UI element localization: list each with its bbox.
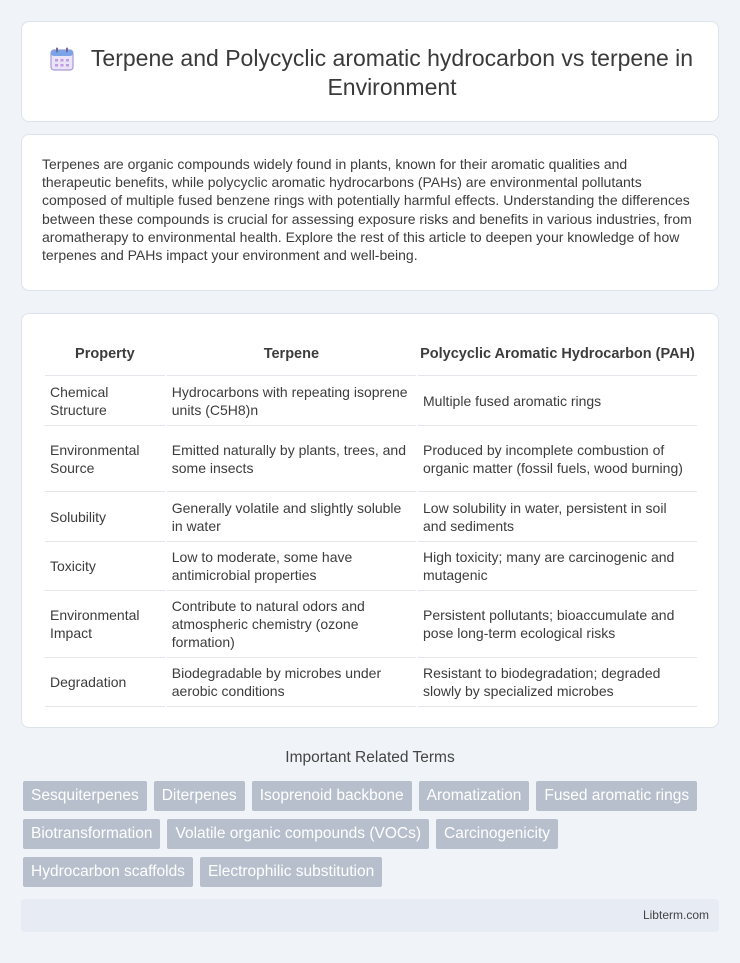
row-terpene: Generally volatile and slightly soluble in water <box>167 492 416 542</box>
tag-electrophilic-substitution[interactable]: Electrophilic substitution <box>200 857 382 887</box>
table-row <box>45 376 697 426</box>
footer-site-link[interactable]: Libterm.com <box>642 908 709 922</box>
row-property: Solubility <box>45 492 165 542</box>
intro-paragraph: Terpenes are organic compounds widely found in plants, known for their aromatic qualities and therapeutic benefits, while polycyclic aromatic hydrocarbons (PAHs) are environmental pollutants composed of multiple fused benzene rings with potentially harmful effects. Understanding the differences between these compounds is crucial for assessing exposure risks and benefits in various industries, from aromatherapy to environmental health. Explore the rest of this article to deepen your knowledge of how terpenes and PAHs impact your environment and well-being. <box>42 156 692 264</box>
related-terms-title: Important Related Terms <box>285 749 455 766</box>
tag-hydrocarbon-scaffolds[interactable]: Hydrocarbon scaffolds <box>23 857 193 887</box>
row-pah: Low solubility in water, persistent in soil and sediments <box>418 492 697 542</box>
row-property: Environmental Source <box>45 426 165 492</box>
table-row <box>45 492 697 542</box>
table-row <box>45 426 697 492</box>
intro-card <box>21 134 719 291</box>
tag-biotransformation[interactable]: Biotransformation <box>23 819 160 849</box>
row-property: Toxicity <box>45 542 165 591</box>
row-property: Chemical Structure <box>45 376 165 426</box>
row-pah: Produced by incomplete combustion of organic matter (fossil fuels, wood burning) <box>418 426 697 492</box>
table-row <box>45 591 697 658</box>
row-property: Environmental Impact <box>45 591 165 658</box>
tag-sesquiterpenes[interactable]: Sesquiterpenes <box>23 781 147 811</box>
comparison-card <box>21 313 719 728</box>
page-title: Terpene and Polycyclic aromatic hydrocarbon vs terpene in Environment <box>90 45 694 100</box>
tag-aromatization[interactable]: Aromatization <box>419 781 530 811</box>
tag-vocs[interactable]: Volatile organic compounds (VOCs) <box>167 819 429 849</box>
header-property: Property <box>45 332 165 376</box>
row-pah: Resistant to biodegradation; degraded slowly by specialized microbes <box>418 658 697 707</box>
comparison-table <box>43 332 699 707</box>
row-terpene: Biodegradable by microbes under aerobic conditions <box>167 658 416 707</box>
header-terpene: Terpene <box>167 332 416 376</box>
row-pah: Persistent pollutants; bioaccumulate and pose long-term ecological risks <box>418 591 697 658</box>
title-card <box>21 21 719 122</box>
row-property: Degradation <box>45 658 165 707</box>
table-row <box>45 658 697 707</box>
row-terpene: Contribute to natural odors and atmospheric chemistry (ozone formation) <box>167 591 416 658</box>
header-pah: Polycyclic Aromatic Hydrocarbon (PAH) <box>418 332 697 376</box>
row-terpene: Emitted naturally by plants, trees, and some insects <box>167 426 416 492</box>
table-row <box>45 542 697 591</box>
row-terpene: Hydrocarbons with repeating isoprene units (C5H8)n <box>167 376 416 426</box>
row-terpene: Low to moderate, some have antimicrobial properties <box>167 542 416 591</box>
tag-diterpenes[interactable]: Diterpenes <box>154 781 245 811</box>
tag-isoprenoid-backbone[interactable]: Isoprenoid backbone <box>252 781 412 811</box>
table-header-row <box>45 332 697 376</box>
tag-carcinogenicity[interactable]: Carcinogenicity <box>436 819 558 849</box>
row-pah: Multiple fused aromatic rings <box>418 376 697 426</box>
footer <box>21 899 719 932</box>
row-pah: High toxicity; many are carcinogenic and mutagenic <box>418 542 697 591</box>
related-terms-list <box>23 781 723 887</box>
tag-fused-aromatic-rings[interactable]: Fused aromatic rings <box>536 781 697 811</box>
